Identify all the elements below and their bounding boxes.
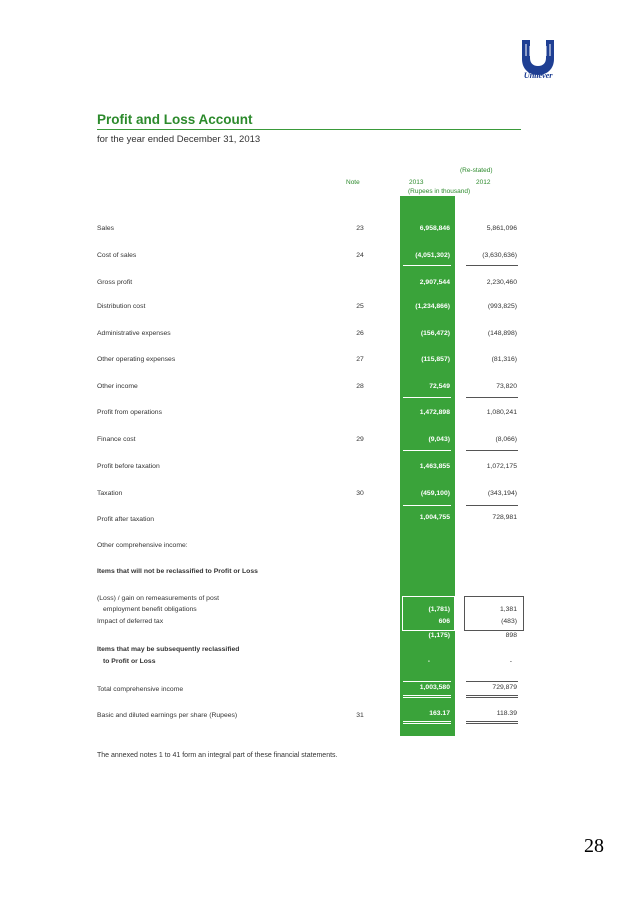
total-double-rule: [466, 697, 518, 698]
subtotal-rule: [466, 397, 518, 398]
row-note: 25: [356, 303, 364, 310]
logo-wordmark: Unilever: [523, 70, 553, 80]
subtotal-rule: [403, 265, 451, 266]
row-value-2013: (4,051,302): [415, 252, 450, 259]
row-note: 29: [356, 436, 364, 443]
row-label: Profit from operations: [97, 409, 162, 416]
row-note: 31: [356, 712, 364, 719]
row-value-2013: 2,907,544: [419, 279, 450, 286]
total-double-rule: [466, 723, 518, 724]
row-value-2012: (343,194): [487, 490, 517, 497]
row-label: Basic and diluted earnings per share (Rupees): [97, 712, 238, 719]
row-label: Cost of sales: [97, 252, 137, 259]
total-double-rule: [403, 697, 451, 698]
row-value-2013: (1,175): [428, 632, 450, 639]
row-value-2012: 729,879: [492, 684, 517, 691]
row-note: 24: [356, 252, 364, 259]
row-value-2013: 1,463,855: [419, 463, 450, 470]
row-value-2012: 73,820: [496, 383, 517, 390]
row-label: Profit after taxation: [97, 516, 155, 523]
page-number: 28: [584, 835, 604, 857]
row-note: 23: [356, 225, 364, 232]
total-double-rule: [403, 721, 451, 722]
note-header: Note: [346, 179, 360, 186]
row-note: 26: [356, 330, 364, 337]
row-value-2013: 1,472,898: [419, 409, 450, 416]
row-value-2012: 1,381: [499, 606, 517, 613]
row-value-2013: -: [427, 658, 430, 665]
subtotal-rule: [466, 265, 518, 266]
row-note: 30: [356, 490, 364, 497]
year-2012-header: 2012: [476, 179, 491, 186]
page-subtitle: for the year ended December 31, 2013: [97, 134, 261, 145]
row-value-2013: 6,958,846: [419, 225, 450, 232]
remeasurement-box-2012: [464, 596, 524, 631]
subtotal-rule: [466, 450, 518, 451]
subtotal-rule: [403, 397, 451, 398]
row-value-2013: 163.17: [429, 710, 450, 717]
total-double-rule: [403, 695, 451, 696]
subtotal-rule: [466, 505, 518, 506]
row-note: 28: [356, 383, 364, 390]
total-double-rule: [466, 695, 518, 696]
row-label: Profit before taxation: [97, 463, 160, 470]
row-label: employment benefit obligations: [103, 606, 197, 613]
row-value-2012: 1,072,175: [486, 463, 517, 470]
title-divider: [97, 129, 521, 130]
row-label: Items that will not be reclassified to Profit or Loss: [97, 568, 258, 575]
row-value-2012: (8,066): [495, 436, 517, 443]
row-value-2012: 2,230,460: [486, 279, 517, 286]
row-value-2012: 728,981: [492, 514, 517, 521]
row-label: Finance cost: [97, 436, 136, 443]
row-value-2013: (459,100): [420, 490, 450, 497]
unit-header: (Rupees in thousand): [408, 188, 471, 195]
row-value-2013: 1,003,580: [419, 684, 450, 691]
row-label: Distribution cost: [97, 303, 146, 310]
row-value-2013: (1,781): [428, 606, 450, 613]
subtotal-rule: [403, 450, 451, 451]
subtotal-rule: [466, 681, 518, 682]
page-title: Profit and Loss Account: [97, 112, 253, 127]
row-label: Taxation: [97, 490, 123, 497]
row-label: Impact of deferred tax: [97, 618, 164, 625]
subtotal-rule: [403, 681, 451, 682]
year-2013-header: 2013: [409, 179, 424, 186]
row-value-2012: 1,080,241: [486, 409, 517, 416]
row-value-2013: (1,234,866): [415, 303, 450, 310]
row-value-2013: (115,857): [421, 356, 450, 363]
row-label: Administrative expenses: [97, 330, 171, 337]
row-value-2012: (3,630,636): [482, 252, 517, 259]
row-note: 27: [356, 356, 364, 363]
row-label: Items that may be subsequently reclassified: [97, 646, 240, 653]
row-value-2012: (148,898): [487, 330, 517, 337]
row-value-2012: 5,861,096: [486, 225, 517, 232]
row-label: Gross profit: [97, 279, 133, 286]
row-label: Sales: [97, 225, 115, 232]
remeasurement-box-2013: [402, 596, 455, 631]
footnote: The annexed notes 1 to 41 form an integral part of these financial statements.: [97, 752, 338, 759]
row-value-2012: (81,316): [491, 356, 517, 363]
total-double-rule: [403, 723, 451, 724]
row-value-2012: (483): [501, 618, 517, 625]
row-label: to Profit or Loss: [103, 658, 156, 665]
row-value-2013: (9,043): [428, 436, 450, 443]
row-label: Other income: [97, 383, 138, 390]
row-value-2012: 898: [505, 632, 517, 639]
row-value-2013: 72,549: [429, 383, 450, 390]
row-value-2012: -: [509, 658, 512, 665]
row-label: Other operating expenses: [97, 356, 176, 363]
row-value-2013: (156,472): [420, 330, 450, 337]
row-label: Total comprehensive income: [97, 686, 184, 693]
subtotal-rule: [403, 505, 451, 506]
row-label: Other comprehensive income:: [97, 542, 188, 549]
row-value-2012: (993,825): [487, 303, 517, 310]
restated-header: (Re-stated): [460, 167, 493, 174]
row-label: (Loss) / gain on remeasurements of post: [97, 595, 220, 602]
total-double-rule: [466, 721, 518, 722]
row-value-2013: 1,004,755: [419, 514, 450, 521]
row-value-2012: 118.39: [496, 710, 517, 717]
row-value-2013: 606: [438, 618, 450, 625]
